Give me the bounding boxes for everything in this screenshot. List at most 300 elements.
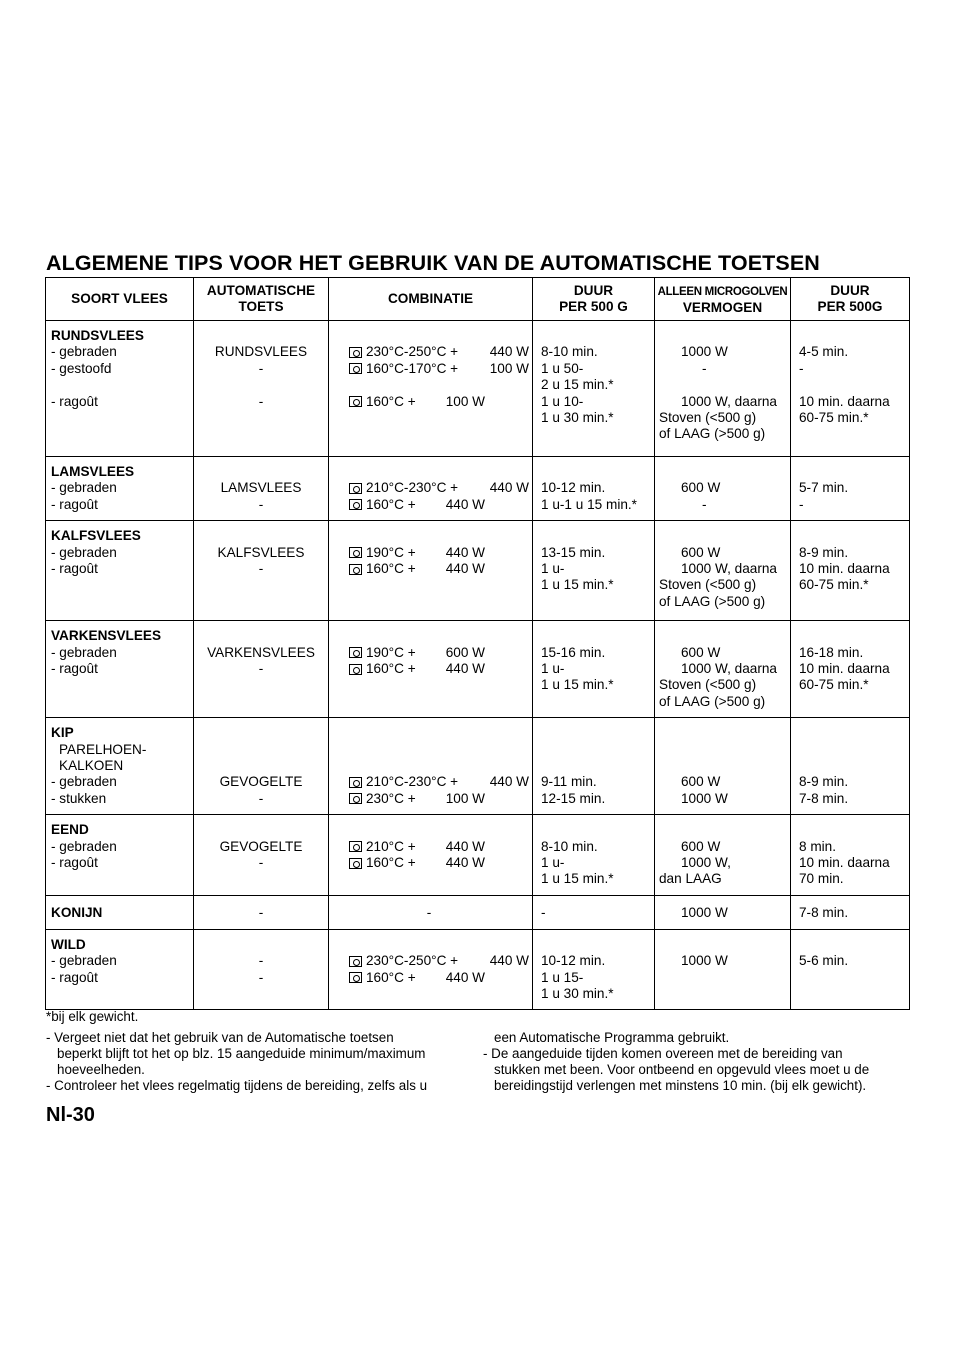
- vermogen-value: -: [702, 496, 707, 512]
- duur-500g-value: 5-6 min.: [799, 953, 849, 969]
- oven-grill-icon: [349, 547, 362, 558]
- combinatie-line: [349, 628, 529, 644]
- toets-value: LAMSVLEES: [220, 480, 302, 496]
- vermogen-value: Stoven (<500 g): [659, 677, 757, 693]
- table-row: [46, 521, 910, 621]
- meat-category: KONIJN: [51, 904, 103, 920]
- duur-cell: [533, 929, 655, 1010]
- oven-grill-icon: [349, 396, 362, 407]
- combinatie-temp: [349, 561, 416, 577]
- combinatie-temp: [349, 953, 458, 969]
- vermogen-value: -: [702, 360, 707, 376]
- duur-value: 1 u 15 min.*: [541, 871, 614, 887]
- combinatie-line: [349, 970, 529, 986]
- table-row: [46, 929, 910, 1010]
- combinatie-line: [349, 758, 529, 774]
- oven-grill-icon: [349, 664, 362, 675]
- duur-500g-value: 10 min. daarna: [799, 560, 890, 576]
- combinatie-line: [349, 855, 529, 871]
- page-title: ALGEMENE TIPS VOOR HET GEBRUIK VAN DE AUTOMATISCHE TOETSEN: [46, 251, 820, 275]
- toets-cell: [194, 621, 329, 718]
- meat-subtype: KALKOEN: [59, 757, 124, 773]
- meat-subtype: - ragoût: [51, 560, 98, 576]
- toets-value: -: [258, 790, 264, 806]
- vermogen-value: 600 W: [681, 838, 721, 854]
- duur-500g-value: 7-8 min.: [799, 904, 849, 920]
- duur-500g-cell: [791, 521, 910, 621]
- duur-500g-value: 60-75 min.*: [799, 677, 869, 693]
- vermogen-value: [659, 528, 790, 544]
- wattage-text: 440 W: [445, 969, 485, 985]
- duur-500g-cell: [791, 457, 910, 521]
- toets-value: -: [258, 560, 264, 576]
- duur-500g-cell: [791, 815, 910, 896]
- meat-category: LAMSVLEES: [51, 464, 135, 479]
- combinatie-temp: [349, 361, 458, 377]
- note-line: bereidingstijd verlengen met minstens 10 min. (bij elk gewicht).: [494, 1078, 867, 1093]
- temperature-text: 160°C +: [366, 660, 416, 676]
- duur-cell: [533, 815, 655, 896]
- combinatie-line: [349, 725, 529, 741]
- duur-value: 1 u-1 u 15 min.*: [541, 496, 637, 512]
- duur-500g-value: 60-75 min.*: [799, 577, 869, 593]
- temperature-text: 190°C +: [366, 644, 416, 660]
- combinatie-temp: [349, 774, 458, 790]
- vermogen-value: Stoven (<500 g): [659, 409, 757, 425]
- duur-500g-value: 5-7 min.: [799, 480, 849, 496]
- vermogen-cell: [655, 457, 791, 521]
- combinatie-cell: [329, 621, 533, 718]
- meat-category: RUNDSVLEES: [51, 328, 144, 343]
- toets-value: KALFSVLEES: [217, 544, 305, 560]
- toets-value: -: [258, 360, 264, 376]
- oven-grill-icon: [349, 793, 362, 804]
- oven-grill-icon: [349, 564, 362, 575]
- meat-subtype: - gestoofd: [51, 360, 112, 376]
- meat-subtype: - ragoût: [51, 393, 98, 409]
- combinatie-line: [349, 377, 529, 393]
- combinatie-line: [349, 328, 529, 344]
- combinatie-temp: [349, 545, 416, 561]
- vermogen-value: [659, 328, 790, 344]
- temperature-text: 160°C +: [366, 393, 416, 409]
- combinatie-cell: [329, 929, 533, 1010]
- oven-grill-icon: [349, 483, 362, 494]
- combinatie-line: [349, 822, 529, 838]
- meat-subtype: - ragoût: [51, 969, 98, 985]
- vermogen-value: [659, 822, 790, 838]
- duur-value: 1 u-: [541, 854, 565, 870]
- wattage-text: 100 W: [489, 360, 529, 376]
- duur-value: 1 u 15 min.*: [541, 677, 614, 693]
- duur-500g-value: -: [799, 496, 804, 512]
- toets-value: [194, 742, 328, 758]
- duur-value: 1 u 15 min.*: [541, 577, 614, 593]
- duur-500g-value: 16-18 min.: [799, 644, 864, 660]
- vermogen-value: [659, 725, 790, 741]
- toets-cell: [194, 895, 329, 929]
- combinatie-temp: [349, 497, 416, 513]
- duur-cell: [533, 321, 655, 457]
- duur-500g-value: 10 min. daarna: [799, 854, 890, 870]
- toets-value: -: [258, 969, 264, 985]
- vermogen-value: [659, 758, 790, 774]
- temperature-text: 190°C +: [366, 544, 416, 560]
- duur-value: 1 u 15-: [541, 969, 584, 985]
- toets-value: [194, 328, 328, 344]
- temperature-text: 210°C-230°C +: [366, 480, 459, 496]
- toets-value: -: [258, 854, 264, 870]
- duur-cell: [533, 718, 655, 815]
- temperature-text: 160°C +: [366, 560, 416, 576]
- duur-value: 8-10 min.: [541, 838, 598, 854]
- combinatie-line: [349, 839, 529, 855]
- combinatie-line: [349, 661, 529, 677]
- meat-cell: [46, 929, 194, 1010]
- duur-500g-value: 10 min. daarna: [799, 660, 890, 676]
- meat-subtype: - stukken: [51, 790, 107, 806]
- combinatie-line: [349, 528, 529, 544]
- duur-cell: [533, 895, 655, 929]
- combinatie-line: [349, 742, 529, 758]
- duur-value: [541, 822, 654, 838]
- combinatie-temp: [349, 791, 416, 807]
- table-row: [46, 457, 910, 521]
- duur-500g-value: [799, 742, 909, 758]
- note-line: beperkt blijft tot het op blz. 15 aangeduide minimum/maximum: [57, 1046, 426, 1061]
- meat-subtype: - gebraden: [51, 644, 117, 660]
- wattage-text: 440 W: [445, 660, 485, 676]
- meat-cell: [46, 895, 194, 929]
- vermogen-value: [659, 464, 790, 480]
- duur-value: [541, 628, 654, 644]
- oven-grill-icon: [349, 858, 362, 869]
- combinatie-cell: [329, 895, 533, 929]
- duur-value: 1 u 30 min.*: [541, 409, 614, 425]
- vermogen-value: 1000 W: [681, 904, 728, 920]
- combinatie-line: [349, 937, 529, 953]
- combinatie-value: -: [426, 904, 432, 920]
- combinatie-cell: [329, 321, 533, 457]
- temperature-text: 160°C-170°C +: [366, 360, 459, 376]
- duur-value: 10-12 min.: [541, 480, 606, 496]
- header-duur: DUUR PER 500 G: [533, 278, 655, 321]
- vermogen-value: Stoven (<500 g): [659, 577, 757, 593]
- meat-category: VARKENSVLEES: [51, 628, 162, 644]
- duur-500g-value: 8 min.: [799, 838, 837, 854]
- oven-grill-icon: [349, 363, 362, 374]
- combinatie-line: [349, 480, 529, 496]
- toets-value: [194, 937, 328, 953]
- note-line: - Vergeet niet dat het gebruik van de Automatische toetsen: [46, 1030, 394, 1045]
- combinatie-line: [349, 953, 529, 969]
- vermogen-value: of LAAG (>500 g): [659, 593, 766, 609]
- oven-grill-icon: [349, 347, 362, 358]
- duur-500g-value: [799, 377, 909, 393]
- duur-cell: [533, 457, 655, 521]
- duur-500g-value: 8-9 min.: [799, 544, 849, 560]
- duur-value: 2 u 15 min.*: [541, 377, 614, 393]
- vermogen-cell: [655, 929, 791, 1010]
- temperature-text: 160°C +: [366, 496, 416, 512]
- header-soort: SOORT VLEES: [46, 278, 194, 321]
- toets-cell: [194, 929, 329, 1010]
- combinatie-line: [349, 645, 529, 661]
- toets-value: [194, 822, 328, 838]
- meat-subtype: - ragoût: [51, 660, 98, 676]
- meat-subtype: - gebraden: [51, 953, 117, 969]
- duur-500g-value: [799, 464, 909, 480]
- toets-value: -: [258, 393, 264, 409]
- combinatie-temp: [349, 661, 416, 677]
- note-line: een Automatische Programma gebruikt.: [494, 1030, 730, 1045]
- duur-value: 12-15 min.: [541, 790, 606, 806]
- duur-value: 1 u-: [541, 660, 565, 676]
- duur-cell: [533, 621, 655, 718]
- vermogen-value: [659, 742, 790, 758]
- oven-grill-icon: [349, 499, 362, 510]
- meat-subtype: PARELHOEN-: [59, 741, 147, 757]
- combinatie-line: [349, 561, 529, 577]
- combinatie-temp: [349, 394, 416, 410]
- combinatie-temp: [349, 480, 458, 496]
- combinatie-line: [349, 791, 529, 807]
- duur-500g-value: [799, 725, 909, 741]
- duur-500g-cell: [791, 718, 910, 815]
- duur-500g-value: 8-9 min.: [799, 774, 849, 790]
- duur-500g-value: [799, 528, 909, 544]
- wattage-text: 100 W: [445, 790, 485, 806]
- combinatie-line: [349, 361, 529, 377]
- meat-cell: [46, 521, 194, 621]
- duur-value: 15-16 min.: [541, 644, 606, 660]
- vermogen-cell: [655, 895, 791, 929]
- duur-500g-value: -: [799, 360, 804, 376]
- table-row: [46, 718, 910, 815]
- duur-500g-cell: [791, 929, 910, 1010]
- table-row: [46, 895, 910, 929]
- meat-subtype: - gebraden: [51, 344, 117, 360]
- duur-cell: [533, 521, 655, 621]
- vermogen-cell: [655, 521, 791, 621]
- vermogen-value: 600 W: [681, 480, 721, 496]
- combinatie-temp: [349, 855, 416, 871]
- combinatie-temp: [349, 645, 416, 661]
- wattage-text: 440 W: [445, 838, 485, 854]
- oven-grill-icon: [349, 956, 362, 967]
- temperature-text: 210°C-230°C +: [366, 774, 459, 790]
- temperature-text: 230°C +: [366, 790, 416, 806]
- duur-500g-value: [799, 758, 909, 774]
- vermogen-value: 600 W: [681, 774, 721, 790]
- duur-value: 10-12 min.: [541, 953, 606, 969]
- notes-left: [46, 1030, 427, 1094]
- toets-value: -: [258, 953, 264, 969]
- meat-cell: [46, 718, 194, 815]
- table-row: [46, 621, 910, 718]
- oven-grill-icon: [349, 841, 362, 852]
- vermogen-value: 1000 W: [681, 790, 728, 806]
- page-number: Nl-30: [46, 1104, 95, 1126]
- header-duur-500g: DUUR PER 500G: [791, 278, 910, 321]
- meat-cell: [46, 321, 194, 457]
- table-row: [46, 321, 910, 457]
- vermogen-value: 600 W: [681, 644, 721, 660]
- toets-cell: [194, 815, 329, 896]
- vermogen-value: [659, 628, 790, 644]
- meat-subtype: - gebraden: [51, 480, 117, 496]
- duur-500g-value: 4-5 min.: [799, 344, 849, 360]
- combinatie-temp: [349, 344, 458, 360]
- temperature-text: 160°C +: [366, 854, 416, 870]
- wattage-text: 440 W: [445, 496, 485, 512]
- meat-category: EEND: [51, 822, 89, 838]
- temperature-text: 210°C +: [366, 838, 416, 854]
- vermogen-value: [659, 377, 790, 393]
- combinatie-temp: [349, 839, 416, 855]
- duur-value: [541, 742, 654, 758]
- toets-cell: [194, 521, 329, 621]
- toets-cell: [194, 457, 329, 521]
- combinatie-cell: [329, 815, 533, 896]
- duur-value: 1 u-: [541, 560, 565, 576]
- toets-value: -: [258, 660, 264, 676]
- note-line: - Controleer het vlees regelmatig tijdens de bereiding, zelfs als u: [46, 1078, 428, 1093]
- combinatie-line: [349, 545, 529, 561]
- meat-subtype: - ragoût: [51, 496, 98, 512]
- combinatie-temp: [349, 970, 416, 986]
- footnote: *bij elk gewicht.: [46, 1009, 139, 1024]
- vermogen-cell: [655, 815, 791, 896]
- duur-500g-value: [799, 937, 909, 953]
- duur-value: [541, 758, 654, 774]
- duur-value: 13-15 min.: [541, 544, 606, 560]
- note-line: - De aangeduide tijden komen overeen met de bereiding van: [483, 1046, 843, 1061]
- meat-category: WILD: [51, 936, 86, 952]
- duur-500g-value: [799, 822, 909, 838]
- wattage-text: 440 W: [489, 480, 529, 496]
- combinatie-cell: [329, 521, 533, 621]
- oven-grill-icon: [349, 972, 362, 983]
- vermogen-value: dan LAAG: [659, 871, 722, 887]
- toets-value: [194, 725, 328, 741]
- toets-value: [194, 528, 328, 544]
- meat-subtype: - gebraden: [51, 544, 117, 560]
- duur-500g-value: [799, 328, 909, 344]
- combinatie-line: [349, 394, 529, 410]
- duur-500g-value: 7-8 min.: [799, 790, 849, 806]
- vermogen-value: 1000 W: [681, 953, 728, 969]
- duur-value: [541, 464, 654, 480]
- vermogen-value: of LAAG (>500 g): [659, 426, 766, 442]
- wattage-text: 440 W: [445, 560, 485, 576]
- duur-value: [541, 937, 654, 953]
- duur-500g-value: 10 min. daarna: [799, 393, 890, 409]
- notes-right: [483, 1030, 869, 1094]
- toets-value: -: [258, 904, 264, 920]
- toets-value: [194, 464, 328, 480]
- wattage-text: 440 W: [489, 344, 529, 360]
- duur-value: -: [541, 904, 546, 920]
- meat-category: KALFSVLEES: [51, 528, 141, 544]
- vermogen-value: 600 W: [681, 544, 721, 560]
- temperature-text: 230°C-250°C +: [366, 344, 459, 360]
- vermogen-value: 1000 W, daarna: [681, 660, 777, 676]
- header-vermogen: ALLEEN MICROGOLVEN VERMOGEN: [655, 278, 791, 321]
- meat-cell: [46, 457, 194, 521]
- combinatie-line: [349, 497, 529, 513]
- oven-grill-icon: [349, 647, 362, 658]
- wattage-text: 440 W: [445, 854, 485, 870]
- duur-value: 1 u 30 min.*: [541, 985, 614, 1001]
- table-header-row: [46, 278, 910, 321]
- toets-value: [194, 628, 328, 644]
- cooking-table: [45, 277, 910, 1010]
- toets-value: RUNDSVLEES: [214, 344, 308, 360]
- temperature-text: 230°C-250°C +: [366, 953, 459, 969]
- note-line: hoeveelheden.: [57, 1062, 145, 1077]
- meat-cell: [46, 815, 194, 896]
- vermogen-value: 1000 W, daarna: [681, 393, 777, 409]
- toets-value: -: [258, 496, 264, 512]
- toets-value: VARKENSVLEES: [207, 644, 315, 660]
- note-line: stukken met been. Voor ontbeend en opgevuld vlees moet u de: [494, 1062, 870, 1077]
- meat-subtype: - gebraden: [51, 838, 117, 854]
- combinatie-line: [349, 774, 529, 790]
- duur-500g-value: 60-75 min.*: [799, 409, 869, 425]
- toets-cell: [194, 718, 329, 815]
- duur-value: [541, 528, 654, 544]
- meat-category: KIP: [51, 725, 74, 741]
- header-combinatie: COMBINATIE: [329, 278, 533, 321]
- toets-value: [194, 377, 328, 393]
- combinatie-line: [349, 344, 529, 360]
- vermogen-value: 1000 W: [681, 344, 728, 360]
- vermogen-cell: [655, 718, 791, 815]
- vermogen-value: 1000 W,: [681, 854, 731, 870]
- oven-grill-icon: [349, 777, 362, 788]
- table-row: [46, 815, 910, 896]
- duur-500g-value: 70 min.: [799, 871, 844, 887]
- toets-value: GEVOGELTE: [219, 838, 303, 854]
- toets-value: [194, 758, 328, 774]
- wattage-text: 600 W: [445, 644, 485, 660]
- combinatie-cell: [329, 718, 533, 815]
- duur-500g-value: [799, 628, 909, 644]
- duur-value: 1 u 10-: [541, 393, 584, 409]
- combinatie-cell: [329, 457, 533, 521]
- combinatie-line: [349, 464, 529, 480]
- wattage-text: 100 W: [445, 393, 485, 409]
- wattage-text: 440 W: [489, 953, 529, 969]
- duur-value: [541, 328, 654, 344]
- duur-value: 8-10 min.: [541, 344, 598, 360]
- vermogen-cell: [655, 621, 791, 718]
- duur-500g-cell: [791, 621, 910, 718]
- duur-500g-cell: [791, 895, 910, 929]
- vermogen-value: 1000 W, daarna: [681, 560, 777, 576]
- vermogen-value: of LAAG (>500 g): [659, 693, 766, 709]
- wattage-text: 440 W: [445, 544, 485, 560]
- temperature-text: 160°C +: [366, 969, 416, 985]
- meat-cell: [46, 621, 194, 718]
- duur-value: 1 u 50-: [541, 360, 584, 376]
- duur-500g-cell: [791, 321, 910, 457]
- meat-subtype: - gebraden: [51, 774, 117, 790]
- duur-value: 9-11 min.: [541, 774, 597, 790]
- vermogen-cell: [655, 321, 791, 457]
- toets-cell: [194, 321, 329, 457]
